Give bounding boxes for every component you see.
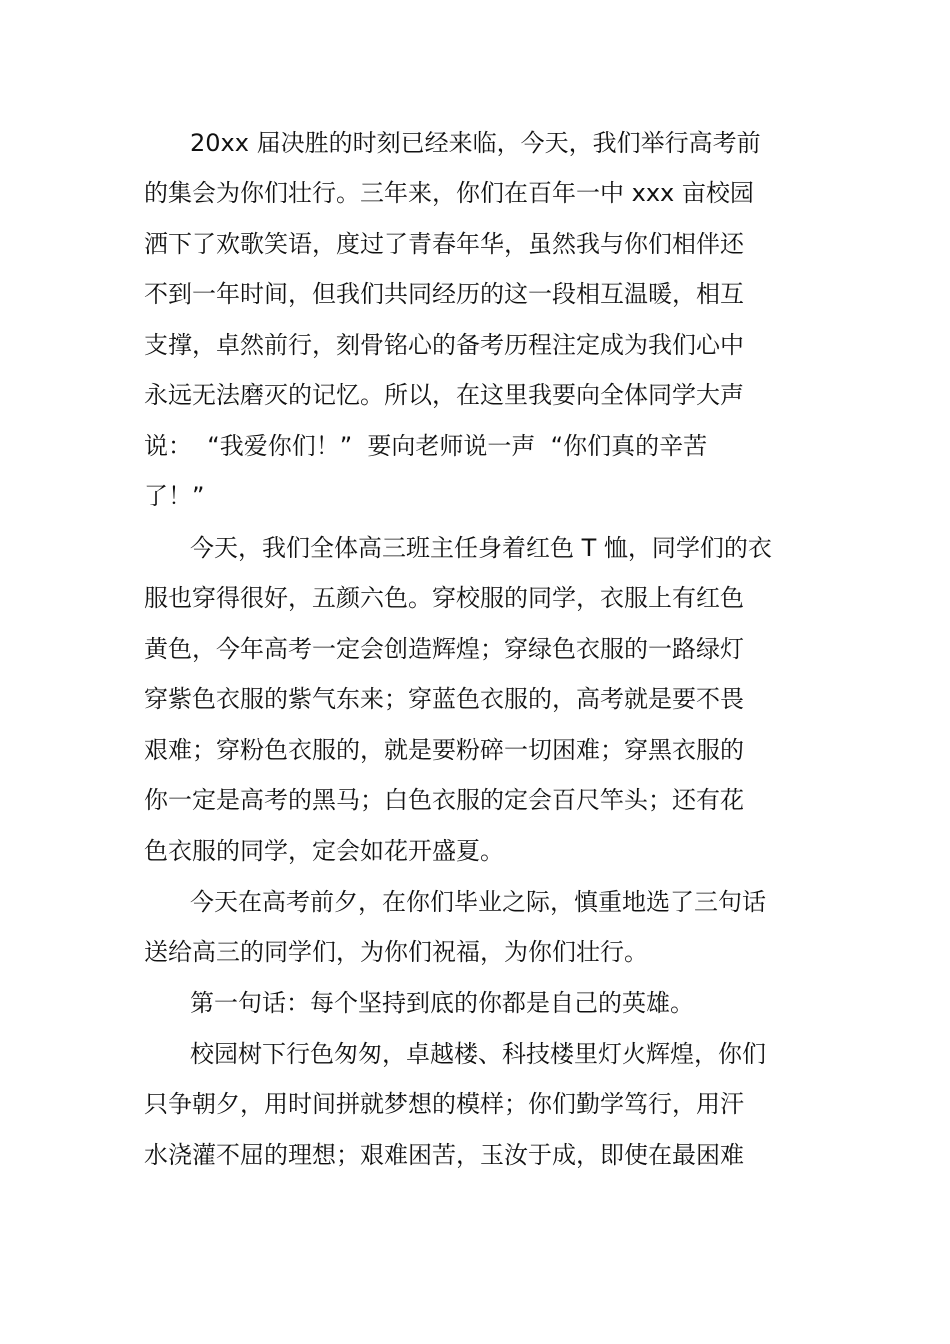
paragraph-2-line-6: 你一定是高考的黑马；白色衣服的定会百尺竿头；还有花 — [144, 786, 744, 814]
paragraph-1-line-6: 永远无法磨灭的记忆。所以，在这里我要向全体同学大声 — [144, 381, 744, 409]
paragraph-1-line-5: 支撑，卓然前行，刻骨铭心的备考历程注定成为我们心中 — [144, 331, 744, 359]
paragraph-1-line-1: 20xx 届决胜的时刻已经来临，今天，我们举行高考前 — [190, 129, 761, 157]
paragraph-5-line-2: 只争朝夕，用时间拼就梦想的模样；你们勤学笃行，用汗 — [144, 1090, 744, 1118]
paragraph-1-line-3: 洒下了欢歌笑语，度过了青春年华，虽然我与你们相伴还 — [144, 230, 744, 258]
paragraph-1-line-7: 说： “我爱你们！” 要向老师说一声 “你们真的辛苦 — [144, 432, 708, 460]
paragraph-2-line-3: 黄色，今年高考一定会创造辉煌；穿绿色衣服的一路绿灯 — [144, 635, 744, 663]
paragraph-5-line-3: 水浇灌不屈的理想；艰难困苦，玉汝于成，即使在最困难 — [144, 1141, 744, 1169]
paragraph-3-line-1: 今天在高考前夕，在你们毕业之际，慎重地选了三句话 — [190, 888, 766, 916]
paragraph-2-line-4: 穿紫色衣服的紫气东来；穿蓝色衣服的，高考就是要不畏 — [144, 685, 744, 713]
paragraph-2-line-1: 今天，我们全体高三班主任身着红色 T 恤，同学们的衣 — [190, 534, 772, 562]
paragraph-1-line-4: 不到一年时间，但我们共同经历的这一段相互温暖，相互 — [144, 280, 744, 308]
paragraph-4-line-1: 第一句话：每个坚持到底的你都是自己的英雄。 — [190, 989, 694, 1017]
paragraph-5-line-1: 校园树下行色匆匆，卓越楼、科技楼里灯火辉煌，你们 — [190, 1040, 766, 1068]
paragraph-2-line-7: 色衣服的同学，定会如花开盛夏。 — [144, 837, 504, 865]
paragraph-2-line-5: 艰难；穿粉色衣服的，就是要粉碎一切困难；穿黑衣服的 — [144, 736, 744, 764]
paragraph-3-line-2: 送给高三的同学们，为你们祝福，为你们壮行。 — [144, 938, 648, 966]
paragraph-2-line-2: 服也穿得很好，五颜六色。穿校服的同学，衣服上有红色 — [144, 584, 744, 612]
paragraph-1-line-8: 了！” — [144, 482, 205, 510]
paragraph-1-line-2: 的集会为你们壮行。三年来，你们在百年一中 xxx 亩校园 — [144, 179, 754, 207]
